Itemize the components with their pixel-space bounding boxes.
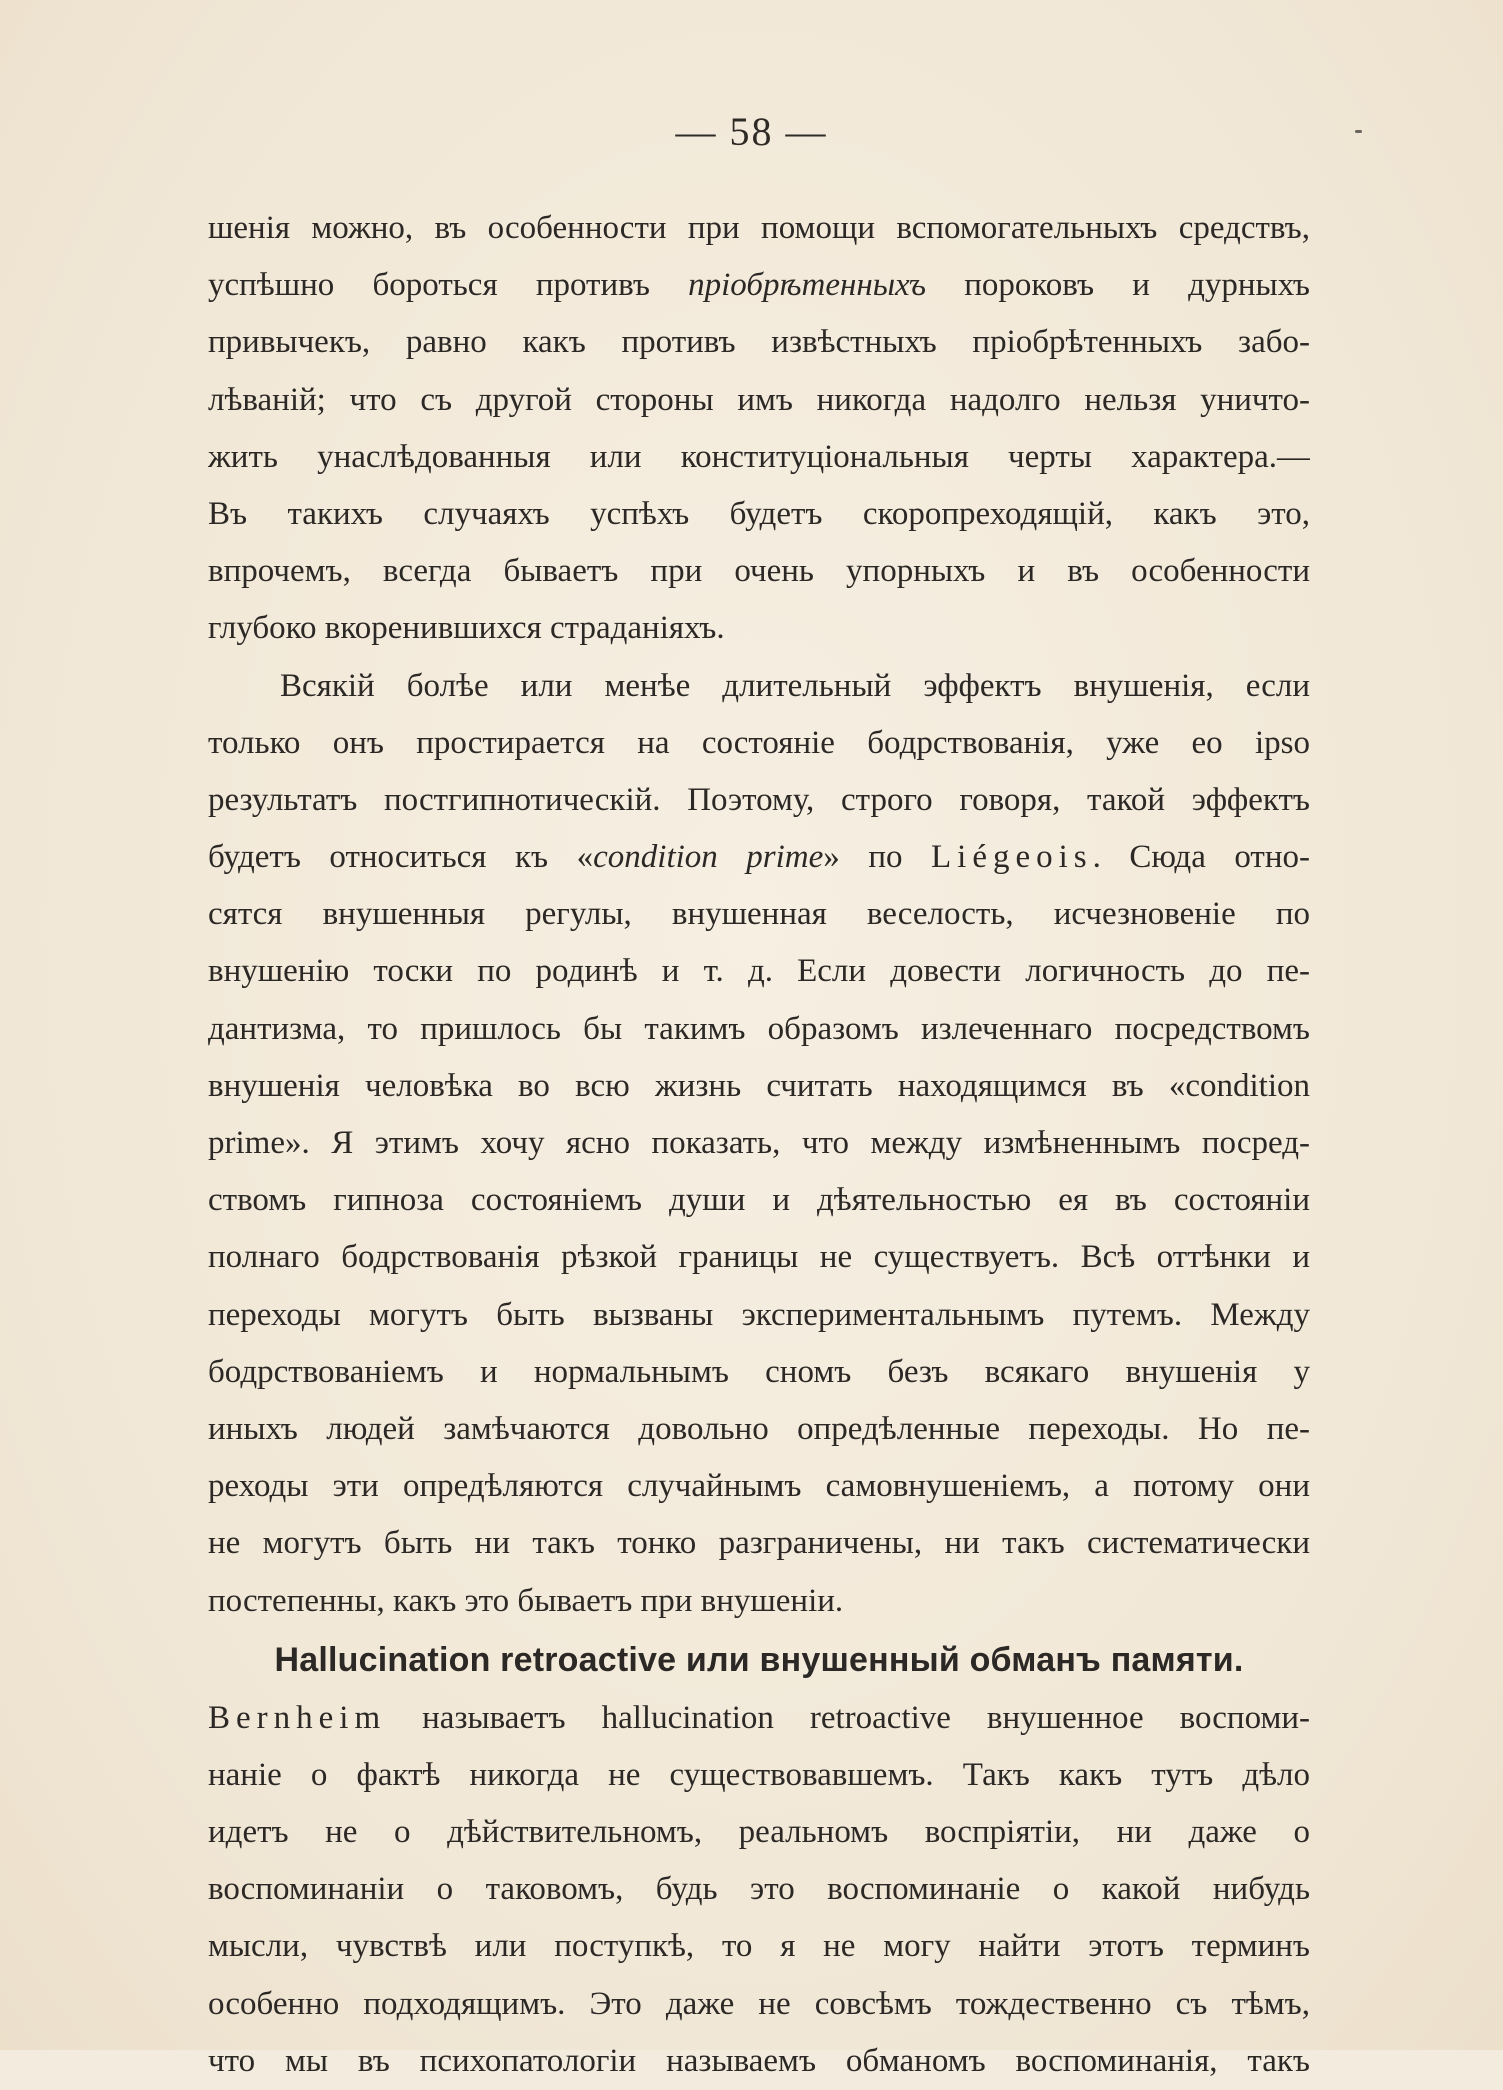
text-line-4: лѣваній; что съ другой стороны имъ никогда надолго нельзя уничто-	[208, 381, 1310, 418]
text-line-12	[208, 829, 1310, 886]
text-line-12-start: будетъ относиться къ «	[208, 839, 594, 876]
text-line-20: переходы могутъ быть вызваны экспериментальнымъ путемъ. Между	[208, 1296, 1310, 1333]
page-body-text	[208, 200, 1310, 2090]
text-line-5: жить унаслѣдованныя или конституціональныя черты характера.—	[208, 438, 1310, 475]
text-line-33: что мы въ психопатологіи называемъ обманомъ воспоминанія, такъ	[208, 2042, 1310, 2079]
text-line-10: только онъ простирается на состояніе бодрствованія, уже eo ipso	[208, 724, 1310, 761]
page-number: — 58 —	[675, 109, 828, 154]
text-line-18: ствомъ гипноза состояніемъ души и дѣятельностью ея въ состояніи	[208, 1182, 1310, 1219]
text-line-21: бодрствованіемъ и нормальнымъ сномъ безъ всякаго внушенія у	[208, 1353, 1310, 1390]
text-line-11: результатъ постгипнотическій. Поэтому, строго говоря, такой эффектъ	[208, 781, 1310, 818]
ink-speck	[1355, 130, 1362, 133]
text-line-12-mid: » по	[823, 839, 931, 876]
text-line-30: воспоминаніи о таковомъ, будь это воспоминаніе о какой нибудь	[208, 1871, 1310, 1908]
text-line-16: внушенія человѣка во всю жизнь считать находящимся въ «condition	[208, 1067, 1310, 1104]
text-line-17: prime». Я этимъ хочу ясно показать, что между измѣненнымъ посред-	[208, 1125, 1310, 1161]
text-line-27-end: называетъ hallucination retroactive внушенное воспоми-	[386, 1699, 1310, 1736]
text-line-12-end: . Сюда отно-	[1092, 839, 1310, 876]
spaced-author-bernheim: Bernheim	[208, 1699, 387, 1736]
text-line-6: Въ такихъ случаяхъ успѣхъ будетъ скоропреходящій, какъ это,	[208, 495, 1310, 532]
text-line-14: внушенію тоски по родинѣ и т. д. Если довести логичность до пе-	[208, 953, 1310, 990]
text-line-23: реходы эти опредѣляются случайнымъ самовнушеніемъ, а потому они	[208, 1468, 1310, 1505]
text-line-13: сятся внушенныя регулы, внушенная веселость, исчезновеніе по	[208, 896, 1310, 933]
spaced-author-name: Liégeois	[931, 839, 1093, 876]
text-line-27	[208, 1690, 1310, 1747]
text-line-31: мысли, чувствѣ или поступкѣ, то я не могу найти этотъ терминъ	[208, 1928, 1310, 1965]
text-line-28: наніе о фактѣ никогда не существовавшемъ. Такъ какъ тутъ дѣло	[208, 1756, 1310, 1793]
italic-emphasis: пріобрѣтенныхъ	[688, 267, 927, 304]
text-line-8: глубоко вкоренившихся страданіяхъ.	[208, 610, 725, 647]
text-line-15: дантизма, то пришлось бы такимъ образомъ излеченнаго посредствомъ	[208, 1010, 1310, 1047]
text-line-2-end: пороковъ и дурныхъ	[926, 267, 1310, 304]
text-line-25: постепенны, какъ это бываетъ при внушеніи.	[208, 1582, 844, 1619]
text-line-19: полнаго бодрствованія рѣзкой границы не существуетъ. Всѣ оттѣнки и	[208, 1239, 1310, 1276]
text-line-3: привычекъ, равно какъ противъ извѣстныхъ пріобрѣтенныхъ забо-	[208, 324, 1310, 361]
section-heading: Hallucination retroactive или внушенный обманъ памяти.	[274, 1640, 1244, 1679]
text-line-32: особенно подходящимъ. Это даже не совсѣмъ тождественно съ тѣмъ,	[208, 1985, 1310, 2022]
paragraph-2-first-line: Всякій болѣе или менѣе длительный эффектъ внушенія, если	[280, 667, 1310, 704]
text-line-1: шенія можно, въ особенности при помощи вспомогательныхъ средствъ,	[208, 210, 1310, 246]
text-line-2	[208, 257, 1310, 314]
text-line-7: впрочемъ, всегда бываетъ при очень упорныхъ и въ особенности	[208, 553, 1310, 590]
text-line-2-start: успѣшно бороться противъ	[208, 267, 689, 304]
italic-condition-prime: condition prime	[593, 839, 824, 876]
text-line-24: не могутъ быть ни такъ тонко разграничены, ни такъ систематически	[208, 1525, 1310, 1562]
text-line-29: идетъ не о дѣйствительномъ, реальномъ воспріятіи, ни даже о	[208, 1814, 1310, 1851]
text-line-22: иныхъ людей замѣчаются довольно опредѣленные переходы. Но пе-	[208, 1410, 1310, 1447]
